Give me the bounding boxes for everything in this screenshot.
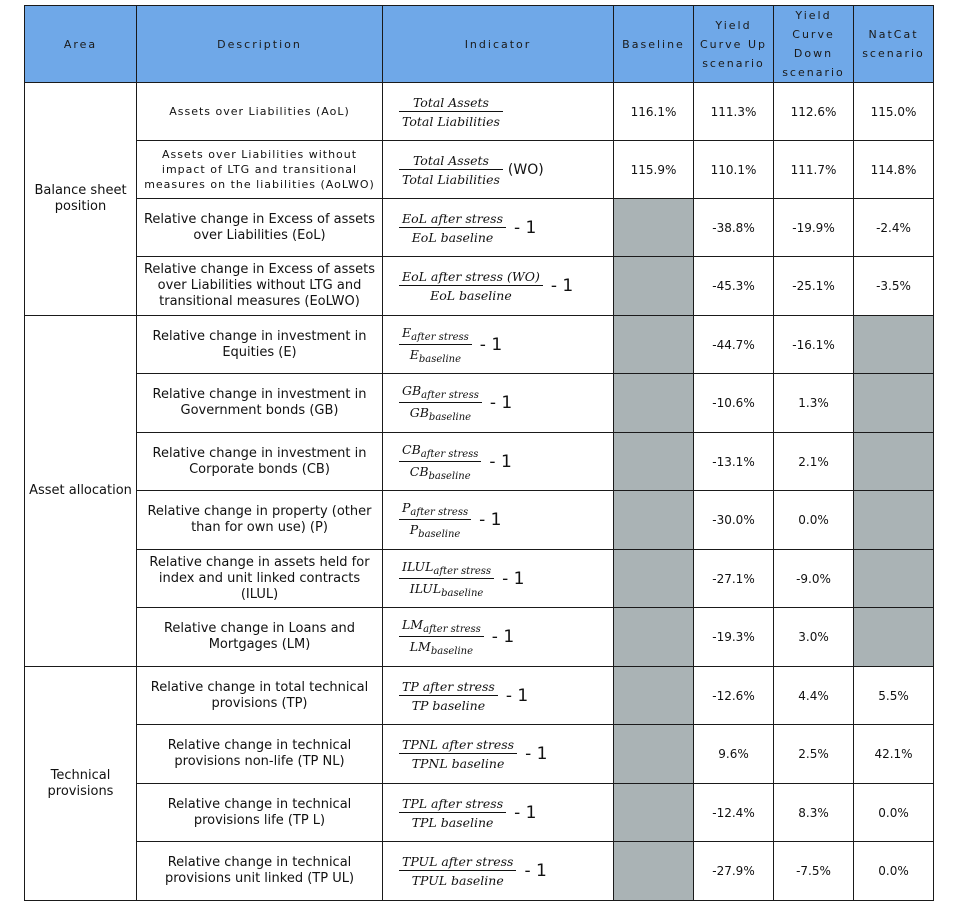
area-technical: Technical provisions xyxy=(25,667,137,901)
numerator-text: Total Assets xyxy=(412,94,489,110)
table-row xyxy=(25,608,934,667)
row-description: Relative change in total technical provisions (TP) xyxy=(137,667,383,725)
formula-suffix: - 1 xyxy=(525,744,548,764)
value-baseline-not-applicable xyxy=(614,316,694,374)
value-natcat: 115.0% xyxy=(854,83,934,141)
row-indicator-formula xyxy=(383,667,614,725)
denominator-text: Total Liabilities xyxy=(402,171,500,187)
table-row xyxy=(25,842,934,901)
denominator-text: TP baseline xyxy=(411,697,486,713)
value-natcat-not-applicable xyxy=(854,608,934,667)
row-indicator-formula xyxy=(383,257,614,316)
numerator-text: TP after stress xyxy=(402,678,495,694)
table-row xyxy=(25,316,934,374)
value-baseline-not-applicable xyxy=(614,842,694,901)
numerator-text: GB xyxy=(402,383,422,398)
fraction xyxy=(399,325,472,365)
table-row xyxy=(25,83,934,141)
stress-test-indicator-table xyxy=(24,5,934,901)
value-yield-up: -44.7% xyxy=(694,316,774,374)
fraction-denominator xyxy=(399,871,516,888)
fraction-numerator xyxy=(399,559,494,579)
row-description: Relative change in technical provisions life (TP L) xyxy=(137,784,383,842)
row-description: Relative change in assets held for index and unit linked contracts (ILUL) xyxy=(137,550,383,608)
fraction-denominator xyxy=(399,345,472,365)
value-yield-up: -12.6% xyxy=(694,667,774,725)
fraction xyxy=(399,679,498,713)
fraction-denominator xyxy=(399,754,517,771)
value-yield-down: -25.1% xyxy=(774,257,854,316)
value-baseline-not-applicable xyxy=(614,433,694,491)
value-baseline-not-applicable xyxy=(614,257,694,316)
fraction-denominator xyxy=(399,286,543,303)
denominator-subscript: baseline xyxy=(428,412,472,423)
row-description: Relative change in Excess of assets over Liabilities without LTG and transitional measures (EoLWO) xyxy=(137,257,383,316)
fraction xyxy=(399,95,503,129)
fraction xyxy=(399,737,517,771)
denominator-text: TPUL baseline xyxy=(411,873,504,888)
row-description: Assets over Liabilities without impact of LTG and transitional measures on the liabilities (AoLWO) xyxy=(137,141,383,199)
fraction-numerator xyxy=(399,383,482,403)
value-yield-down: 3.0% xyxy=(774,608,854,667)
denominator-text: TPL baseline xyxy=(411,814,494,830)
numerator-subscript: after stress xyxy=(420,448,479,460)
value-yield-down: 2.5% xyxy=(774,725,854,784)
denominator-text: EoL baseline xyxy=(430,288,512,303)
row-description: Relative change in investment in Government bonds (GB) xyxy=(137,374,383,433)
fraction-numerator xyxy=(399,679,498,696)
row-indicator-formula xyxy=(383,550,614,608)
numerator-text: E xyxy=(402,324,412,340)
table-row xyxy=(25,374,934,433)
formula-suffix: - 1 xyxy=(502,568,525,589)
value-yield-down: -16.1% xyxy=(774,316,854,374)
fraction xyxy=(399,796,506,830)
fraction-numerator xyxy=(399,153,503,170)
value-natcat: 114.8% xyxy=(854,141,934,199)
formula-suffix: - 1 xyxy=(489,393,513,413)
value-baseline-not-applicable xyxy=(614,199,694,257)
table-row xyxy=(25,491,934,550)
header-area: Area xyxy=(25,6,137,83)
value-yield-up: 111.3% xyxy=(694,83,774,141)
fraction xyxy=(399,383,482,423)
fraction-denominator xyxy=(399,813,506,830)
row-indicator-formula xyxy=(383,725,614,784)
value-baseline-not-applicable xyxy=(614,374,694,433)
value-natcat: -3.5% xyxy=(854,257,934,316)
value-yield-down: -19.9% xyxy=(774,199,854,257)
denominator-subscript: baseline xyxy=(441,587,484,599)
value-natcat: 0.0% xyxy=(854,784,934,842)
table-row xyxy=(25,725,934,784)
denominator-subscript: baseline xyxy=(428,470,471,482)
denominator-text: P xyxy=(409,522,419,537)
value-natcat: 42.1% xyxy=(854,725,934,784)
row-description: Relative change in technical provisions unit linked (TP UL) xyxy=(137,842,383,901)
row-description: Relative change in Loans and Mortgages (LM) xyxy=(137,608,383,667)
fraction-numerator xyxy=(399,269,543,286)
formula-suffix: (WO) xyxy=(507,161,544,178)
header-yield-curve-down: Yield Curve Down scenario xyxy=(774,6,854,83)
numerator-text: TPUL after stress xyxy=(402,854,514,869)
table-row xyxy=(25,257,934,316)
row-indicator-formula xyxy=(383,784,614,842)
denominator-subscript: baseline xyxy=(418,353,462,365)
denominator-text: E xyxy=(409,346,419,362)
row-description: Relative change in Excess of assets over Liabilities (EoL) xyxy=(137,199,383,257)
value-yield-down: 111.7% xyxy=(774,141,854,199)
fraction xyxy=(399,500,471,540)
table-row xyxy=(25,784,934,842)
formula-suffix: - 1 xyxy=(491,627,515,647)
table-row xyxy=(25,550,934,608)
value-baseline-not-applicable xyxy=(614,550,694,608)
fraction-numerator xyxy=(399,325,472,345)
value-baseline-not-applicable xyxy=(614,608,694,667)
header-indicator: Indicator xyxy=(383,6,614,83)
denominator-text: LM xyxy=(409,639,431,654)
value-yield-down: 4.4% xyxy=(774,667,854,725)
row-indicator-formula xyxy=(383,374,614,433)
numerator-text: EoL after stress (WO) xyxy=(402,269,540,284)
numerator-subscript: after stress xyxy=(433,565,492,577)
value-yield-down: 112.6% xyxy=(774,83,854,141)
row-description: Relative change in investment in Corporate bonds (CB) xyxy=(137,433,383,491)
value-natcat: 0.0% xyxy=(854,842,934,901)
value-natcat-not-applicable xyxy=(854,374,934,433)
fraction-numerator xyxy=(399,500,471,520)
fraction-numerator xyxy=(399,737,517,754)
numerator-text: P xyxy=(402,500,411,515)
fraction xyxy=(399,211,506,245)
value-baseline-not-applicable xyxy=(614,491,694,550)
fraction-denominator xyxy=(399,520,471,540)
fraction xyxy=(399,854,516,888)
area-allocation: Asset allocation xyxy=(25,316,137,667)
header-yield-curve-up: Yield Curve Up scenario xyxy=(694,6,774,83)
table-row xyxy=(25,433,934,491)
fraction-denominator xyxy=(399,579,494,599)
value-baseline: 116.1% xyxy=(614,83,694,141)
header-row xyxy=(25,6,934,83)
value-yield-up: -45.3% xyxy=(694,257,774,316)
value-yield-up: -13.1% xyxy=(694,433,774,491)
numerator-text: TPL after stress xyxy=(402,795,504,811)
header-description: Description xyxy=(137,6,383,83)
value-natcat: 5.5% xyxy=(854,667,934,725)
fraction xyxy=(399,442,481,482)
header-natcat: NatCat scenario xyxy=(854,6,934,83)
value-yield-up: -30.0% xyxy=(694,491,774,550)
row-indicator-formula xyxy=(383,141,614,199)
denominator-text: ILUL xyxy=(409,580,442,596)
value-yield-up: 9.6% xyxy=(694,725,774,784)
formula-suffix: - 1 xyxy=(479,334,503,355)
value-yield-down: 0.0% xyxy=(774,491,854,550)
value-baseline-not-applicable xyxy=(614,725,694,784)
row-description: Relative change in technical provisions non-life (TP NL) xyxy=(137,725,383,784)
numerator-text: EoL after stress xyxy=(402,210,504,226)
fraction xyxy=(399,269,543,303)
fraction-denominator xyxy=(399,696,498,713)
value-natcat-not-applicable xyxy=(854,550,934,608)
area-balance: Balance sheet position xyxy=(25,83,137,316)
denominator-text: EoL baseline xyxy=(411,229,494,245)
numerator-subscript: after stress xyxy=(410,507,469,518)
numerator-text: LM xyxy=(402,617,424,632)
fraction-numerator xyxy=(399,617,484,637)
row-indicator-formula xyxy=(383,433,614,491)
value-yield-down: 8.3% xyxy=(774,784,854,842)
denominator-subscript: baseline xyxy=(418,529,461,540)
numerator-subscript: after stress xyxy=(423,624,481,635)
formula-suffix: - 1 xyxy=(479,510,502,530)
numerator-text: Total Assets xyxy=(412,152,489,168)
value-yield-up: -27.9% xyxy=(694,842,774,901)
numerator-text: TPNL after stress xyxy=(402,737,515,752)
denominator-subscript: baseline xyxy=(430,646,474,657)
row-description: Relative change in investment in Equities (E) xyxy=(137,316,383,374)
value-yield-up: -19.3% xyxy=(694,608,774,667)
value-yield-up: -27.1% xyxy=(694,550,774,608)
fraction-numerator xyxy=(399,95,503,112)
value-natcat: -2.4% xyxy=(854,199,934,257)
row-indicator-formula xyxy=(383,83,614,141)
value-yield-up: 110.1% xyxy=(694,141,774,199)
table-row xyxy=(25,667,934,725)
row-description: Assets over Liabilities (AoL) xyxy=(137,83,383,141)
value-natcat-not-applicable xyxy=(854,491,934,550)
value-yield-down: -9.0% xyxy=(774,550,854,608)
fraction-numerator xyxy=(399,442,481,462)
denominator-text: GB xyxy=(409,405,429,420)
row-description: Relative change in property (other than for own use) (P) xyxy=(137,491,383,550)
denominator-text: CB xyxy=(409,463,429,479)
fraction-denominator xyxy=(399,228,506,245)
fraction-numerator xyxy=(399,796,506,813)
fraction xyxy=(399,617,484,657)
value-yield-down: -7.5% xyxy=(774,842,854,901)
value-baseline-not-applicable xyxy=(614,784,694,842)
header-baseline: Baseline xyxy=(614,6,694,83)
numerator-subscript: after stress xyxy=(421,390,479,401)
table-body xyxy=(25,83,934,901)
denominator-text: Total Liabilities xyxy=(402,113,500,129)
fraction-denominator xyxy=(399,403,482,423)
fraction xyxy=(399,559,494,599)
formula-suffix: - 1 xyxy=(514,802,537,823)
row-indicator-formula xyxy=(383,491,614,550)
value-yield-up: -38.8% xyxy=(694,199,774,257)
value-yield-up: -10.6% xyxy=(694,374,774,433)
fraction xyxy=(399,153,503,187)
fraction-denominator xyxy=(399,112,503,129)
formula-suffix: - 1 xyxy=(505,685,529,706)
numerator-text: CB xyxy=(402,441,421,457)
value-baseline: 115.9% xyxy=(614,141,694,199)
fraction-numerator xyxy=(399,854,516,871)
fraction-numerator xyxy=(399,211,506,228)
numerator-subscript: after stress xyxy=(411,331,469,343)
formula-suffix: - 1 xyxy=(514,217,537,238)
value-yield-down: 1.3% xyxy=(774,374,854,433)
denominator-text: TPNL baseline xyxy=(411,756,505,771)
row-indicator-formula xyxy=(383,608,614,667)
table-row xyxy=(25,141,934,199)
value-baseline-not-applicable xyxy=(614,667,694,725)
row-indicator-formula xyxy=(383,316,614,374)
table-row xyxy=(25,199,934,257)
value-natcat-not-applicable xyxy=(854,433,934,491)
fraction-denominator xyxy=(399,170,503,187)
formula-suffix: - 1 xyxy=(489,451,512,472)
value-yield-up: -12.4% xyxy=(694,784,774,842)
value-yield-down: 2.1% xyxy=(774,433,854,491)
row-indicator-formula xyxy=(383,842,614,901)
value-natcat-not-applicable xyxy=(854,316,934,374)
row-indicator-formula xyxy=(383,199,614,257)
numerator-text: ILUL xyxy=(402,558,434,574)
fraction-denominator xyxy=(399,462,481,482)
fraction-denominator xyxy=(399,637,484,657)
formula-suffix: - 1 xyxy=(524,861,547,881)
formula-suffix: - 1 xyxy=(550,276,574,296)
